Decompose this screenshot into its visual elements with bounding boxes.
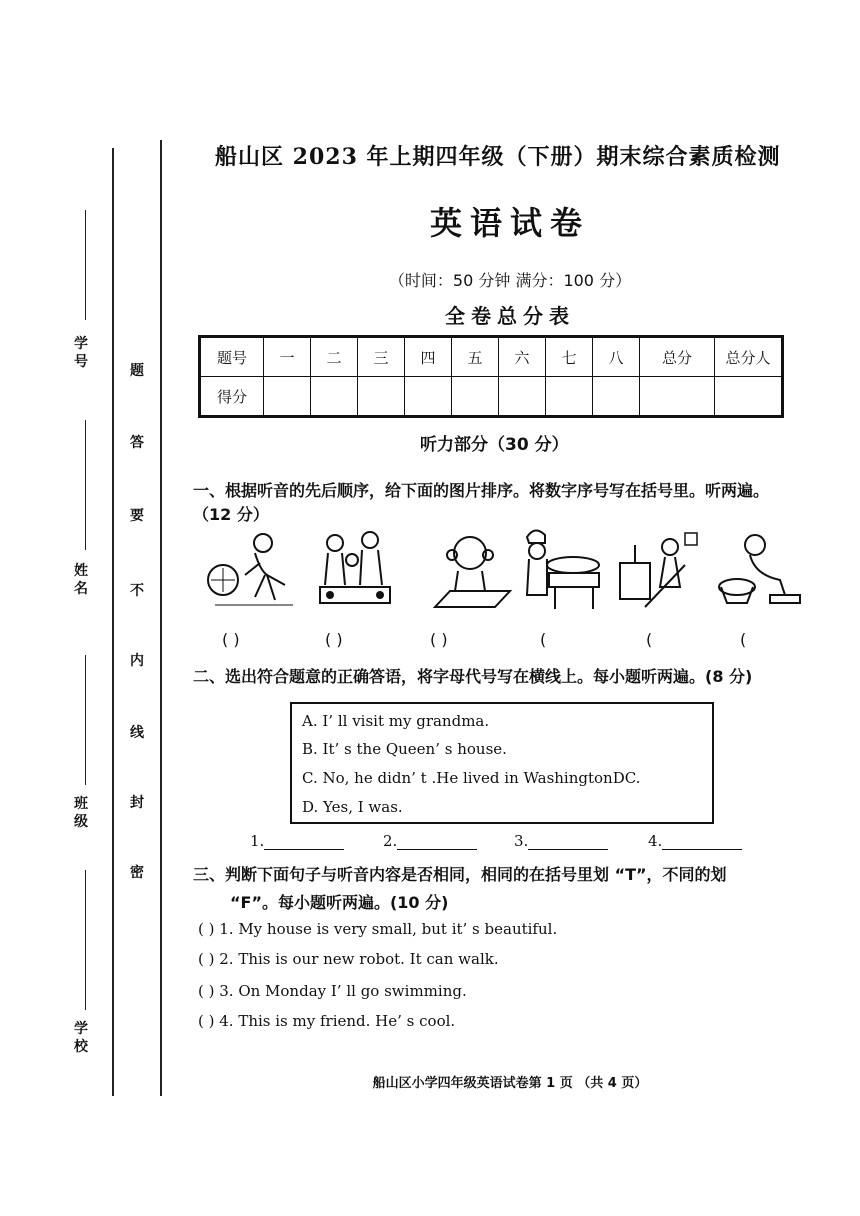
tf-item[interactable]: ( ) 3. On Monday I’ ll go swimming. [198, 982, 467, 1000]
option-d: D. Yes, I was. [302, 798, 403, 816]
school-fill-line[interactable] [85, 870, 86, 1010]
score-cell[interactable] [546, 377, 593, 417]
seal-char: 答 [130, 435, 144, 451]
score-cell[interactable] [311, 377, 358, 417]
option-a: A. I’ ll visit my grandma. [302, 712, 490, 730]
family-picnic-picture [310, 525, 400, 615]
tf-item[interactable]: ( ) 2. This is our new robot. It can walk. [198, 950, 499, 968]
header-cell: 总分人 [715, 337, 783, 377]
score-cell[interactable] [358, 377, 405, 417]
part3-instruction-line2: “F”。每小题听两遍。(10 分) [230, 893, 449, 912]
part1-answer-paren[interactable]: ( ) [222, 630, 240, 649]
score-cell[interactable] [593, 377, 640, 417]
header-cell: 五 [452, 337, 499, 377]
student-id-label: 学号 [74, 336, 88, 370]
score-cell[interactable] [452, 377, 499, 417]
score-table-header-row [200, 337, 783, 377]
header-cell: 三 [358, 337, 405, 377]
seal-char: 要 [130, 508, 144, 524]
name-label: 姓名 [74, 563, 88, 597]
header-cell: 八 [593, 337, 640, 377]
exam-info: （时间：50 分钟 满分：100 分） [388, 271, 632, 290]
seal-char: 不 [130, 583, 144, 599]
tf-item[interactable]: ( ) 1. My house is very small, but it’ s beautiful. [198, 920, 558, 938]
part1-answer-paren[interactable]: ( [540, 630, 547, 649]
girl-drawing-picture [425, 525, 515, 615]
part1-instruction: 一、根据听音的先后顺序，给下面的图片排序。将数字序号写在括号里。听两遍。 [193, 481, 770, 500]
option-c: C. No, he didn’ t .He lived in WashingtonDC. [302, 769, 641, 787]
score-cell[interactable] [640, 377, 715, 417]
header-cell: 六 [499, 337, 546, 377]
score-cell[interactable] [499, 377, 546, 417]
part1-answer-paren[interactable]: ( ) [430, 630, 448, 649]
seal-char: 线 [130, 725, 144, 741]
girl-sweeping-picture [615, 525, 705, 615]
part2-blank-1[interactable]: 1. [250, 832, 344, 850]
seal-char: 封 [130, 795, 144, 811]
class-fill-line[interactable] [85, 655, 86, 785]
score-table [198, 335, 784, 418]
header-cell: 题号 [200, 337, 264, 377]
part2-blank-2[interactable]: 2. [383, 832, 477, 850]
subject-title: 英语试卷 [429, 204, 590, 242]
header-cell: 二 [311, 337, 358, 377]
score-table-score-row [200, 377, 783, 417]
binding-line-inner [160, 140, 162, 1096]
header-cell: 四 [405, 337, 452, 377]
binding-line-outer [112, 148, 114, 1096]
class-label: 班级 [74, 796, 88, 830]
part2-options-box [290, 702, 714, 824]
header-cell: 总分 [640, 337, 715, 377]
seal-char: 内 [130, 653, 144, 669]
score-cell[interactable] [405, 377, 452, 417]
score-cell[interactable] [715, 377, 783, 417]
part1-picture-row [205, 525, 805, 615]
chef-cooking-picture [515, 525, 605, 615]
part1-answer-paren[interactable]: ( ) [325, 630, 343, 649]
girl-washing-picture [715, 525, 805, 615]
bike-fall-picture [205, 525, 295, 615]
listening-section-title: 听力部分（30 分） [420, 435, 569, 455]
part3-instruction-line1: 三、判断下面句子与听音内容是否相同，相同的在括号里划 “T”，不同的划 [193, 865, 727, 884]
part1-score: （12 分） [193, 505, 269, 524]
tf-item[interactable]: ( ) 4. This is my friend. He’ s cool. [198, 1012, 456, 1030]
exam-title: 船山区 2023 年上期四年级（下册）期末综合素质检测 [215, 144, 781, 170]
seal-char: 题 [130, 363, 144, 379]
page-footer: 船山区小学四年级英语试卷第 1 页 （共 4 页） [372, 1076, 648, 1091]
score-table-title: 全卷总分表 [445, 304, 575, 328]
name-fill-line[interactable] [85, 420, 86, 550]
part2-instruction: 二、选出符合题意的正确答语，将字母代号写在横线上。每小题听两遍。(8 分) [193, 667, 753, 686]
student-id-fill-line[interactable] [85, 210, 86, 320]
school-label: 学校 [74, 1021, 88, 1055]
option-b: B. It’ s the Queen’ s house. [302, 740, 507, 758]
part2-blank-4[interactable]: 4. [648, 832, 742, 850]
score-row-label: 得分 [200, 377, 264, 417]
part1-answer-paren[interactable]: ( [740, 630, 747, 649]
header-cell: 一 [264, 337, 311, 377]
part2-blank-3[interactable]: 3. [514, 832, 608, 850]
score-cell[interactable] [264, 377, 311, 417]
header-cell: 七 [546, 337, 593, 377]
seal-char: 密 [130, 865, 144, 881]
part1-answer-paren[interactable]: ( [646, 630, 653, 649]
